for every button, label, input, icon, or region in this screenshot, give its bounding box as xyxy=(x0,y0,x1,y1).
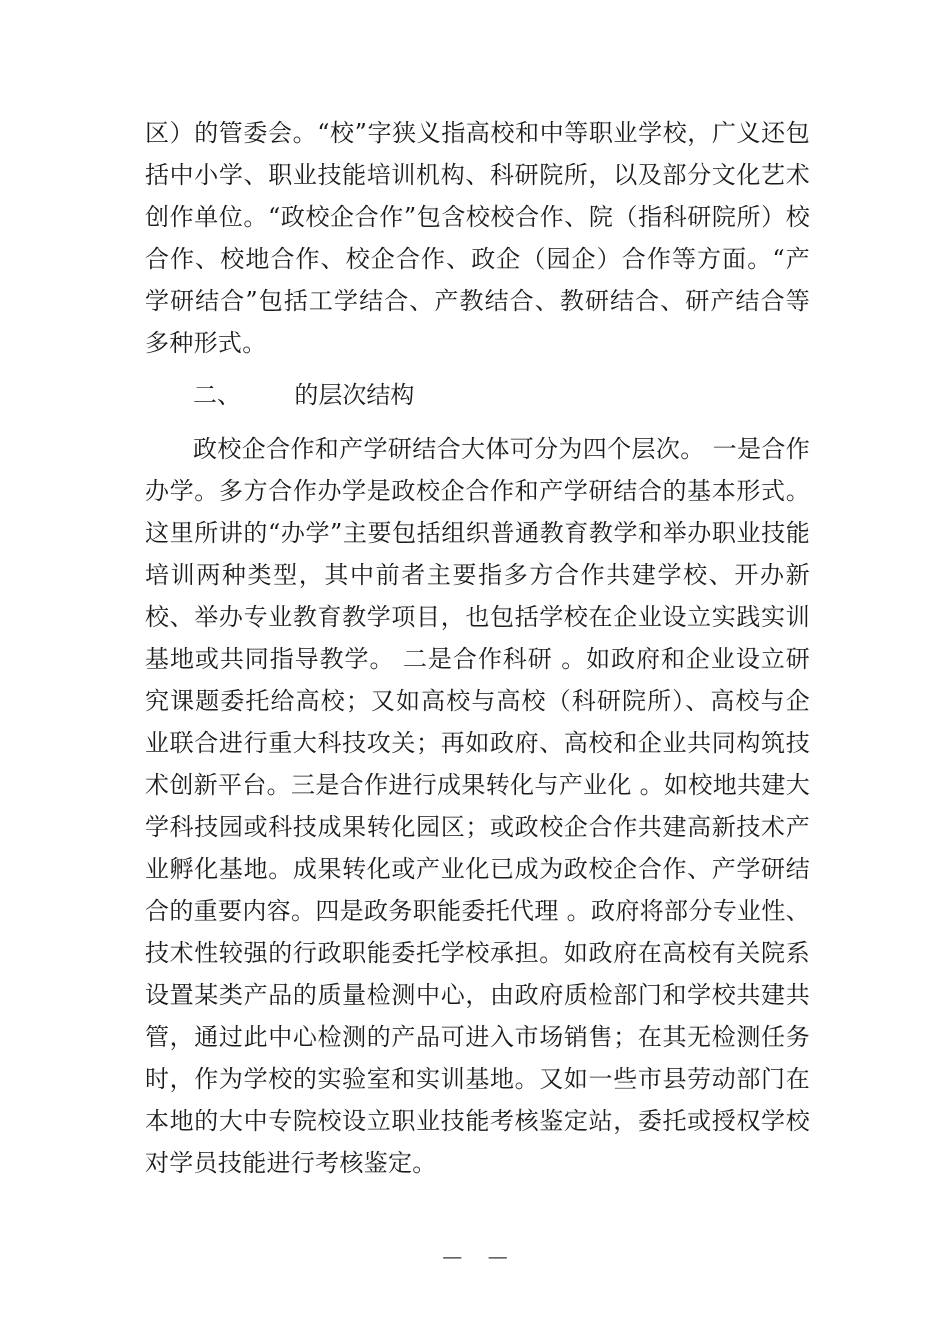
paragraph-scope-definition: 区）的管委会。“校”字狭义指高校和中等职业学校，广义还包括中小学、职业技能培训机构、科研院所，以及部分文化艺术创作单位。“政校企合作”包含校校合作、院（指科研院所）校合作、校地合作、校企合作、政企（园企）合作等方面。“产学研结合”包括工学结合、产教结合、教研结合、研产结合等多种形式。 xyxy=(145,119,810,357)
section-heading-levels: 二、 的层次结构 xyxy=(193,381,415,409)
paragraph-four-levels: 政校企合作和产学研结合大体可分为四个层次。 一是合作办学。多方合作办学是政校企合作和产学研结合的基本形式。这里所讲的“办学”主要包括组织普通教育教学和举办职业技能培训两种类型，其中前者主要指多方合作共建学校、开办新校、举办专业教育教学项目，也包括学校在企业设立实践实训基地或共同指导教学。 二是合作科研 。如政府和企业设立研究课题委托给高校；又如高校与高校（科研院所）、高校与企业联合进行重大科技攻关；再如政府、高校和企业共同构筑技术创新平台。三是合作进行成果转化与产业化 。如校地共建大学科技园或科技成果转化园区；或政校企合作共建高新技术产业孵化基地。成果转化或产业化已成为政校企合作、产学研结合的重要内容。四是政务职能委托代理 。政府将部分专业性、技术性较强的行政职能委托学校承担。如政府在高校有关院系设置某类产品的质量检测中心，由政府质检部门和学校共建共管，通过此中心检测的产品可进入市场销售；在其无检测任务时，作为学校的实验室和实训基地。又如一些市县劳动部门在本地的大中专院校设立职业技能考核鉴定站，委托或授权学校对学员技能进行考核鉴定。 xyxy=(145,435,810,1177)
page-number-marker: — — xyxy=(442,1244,508,1268)
